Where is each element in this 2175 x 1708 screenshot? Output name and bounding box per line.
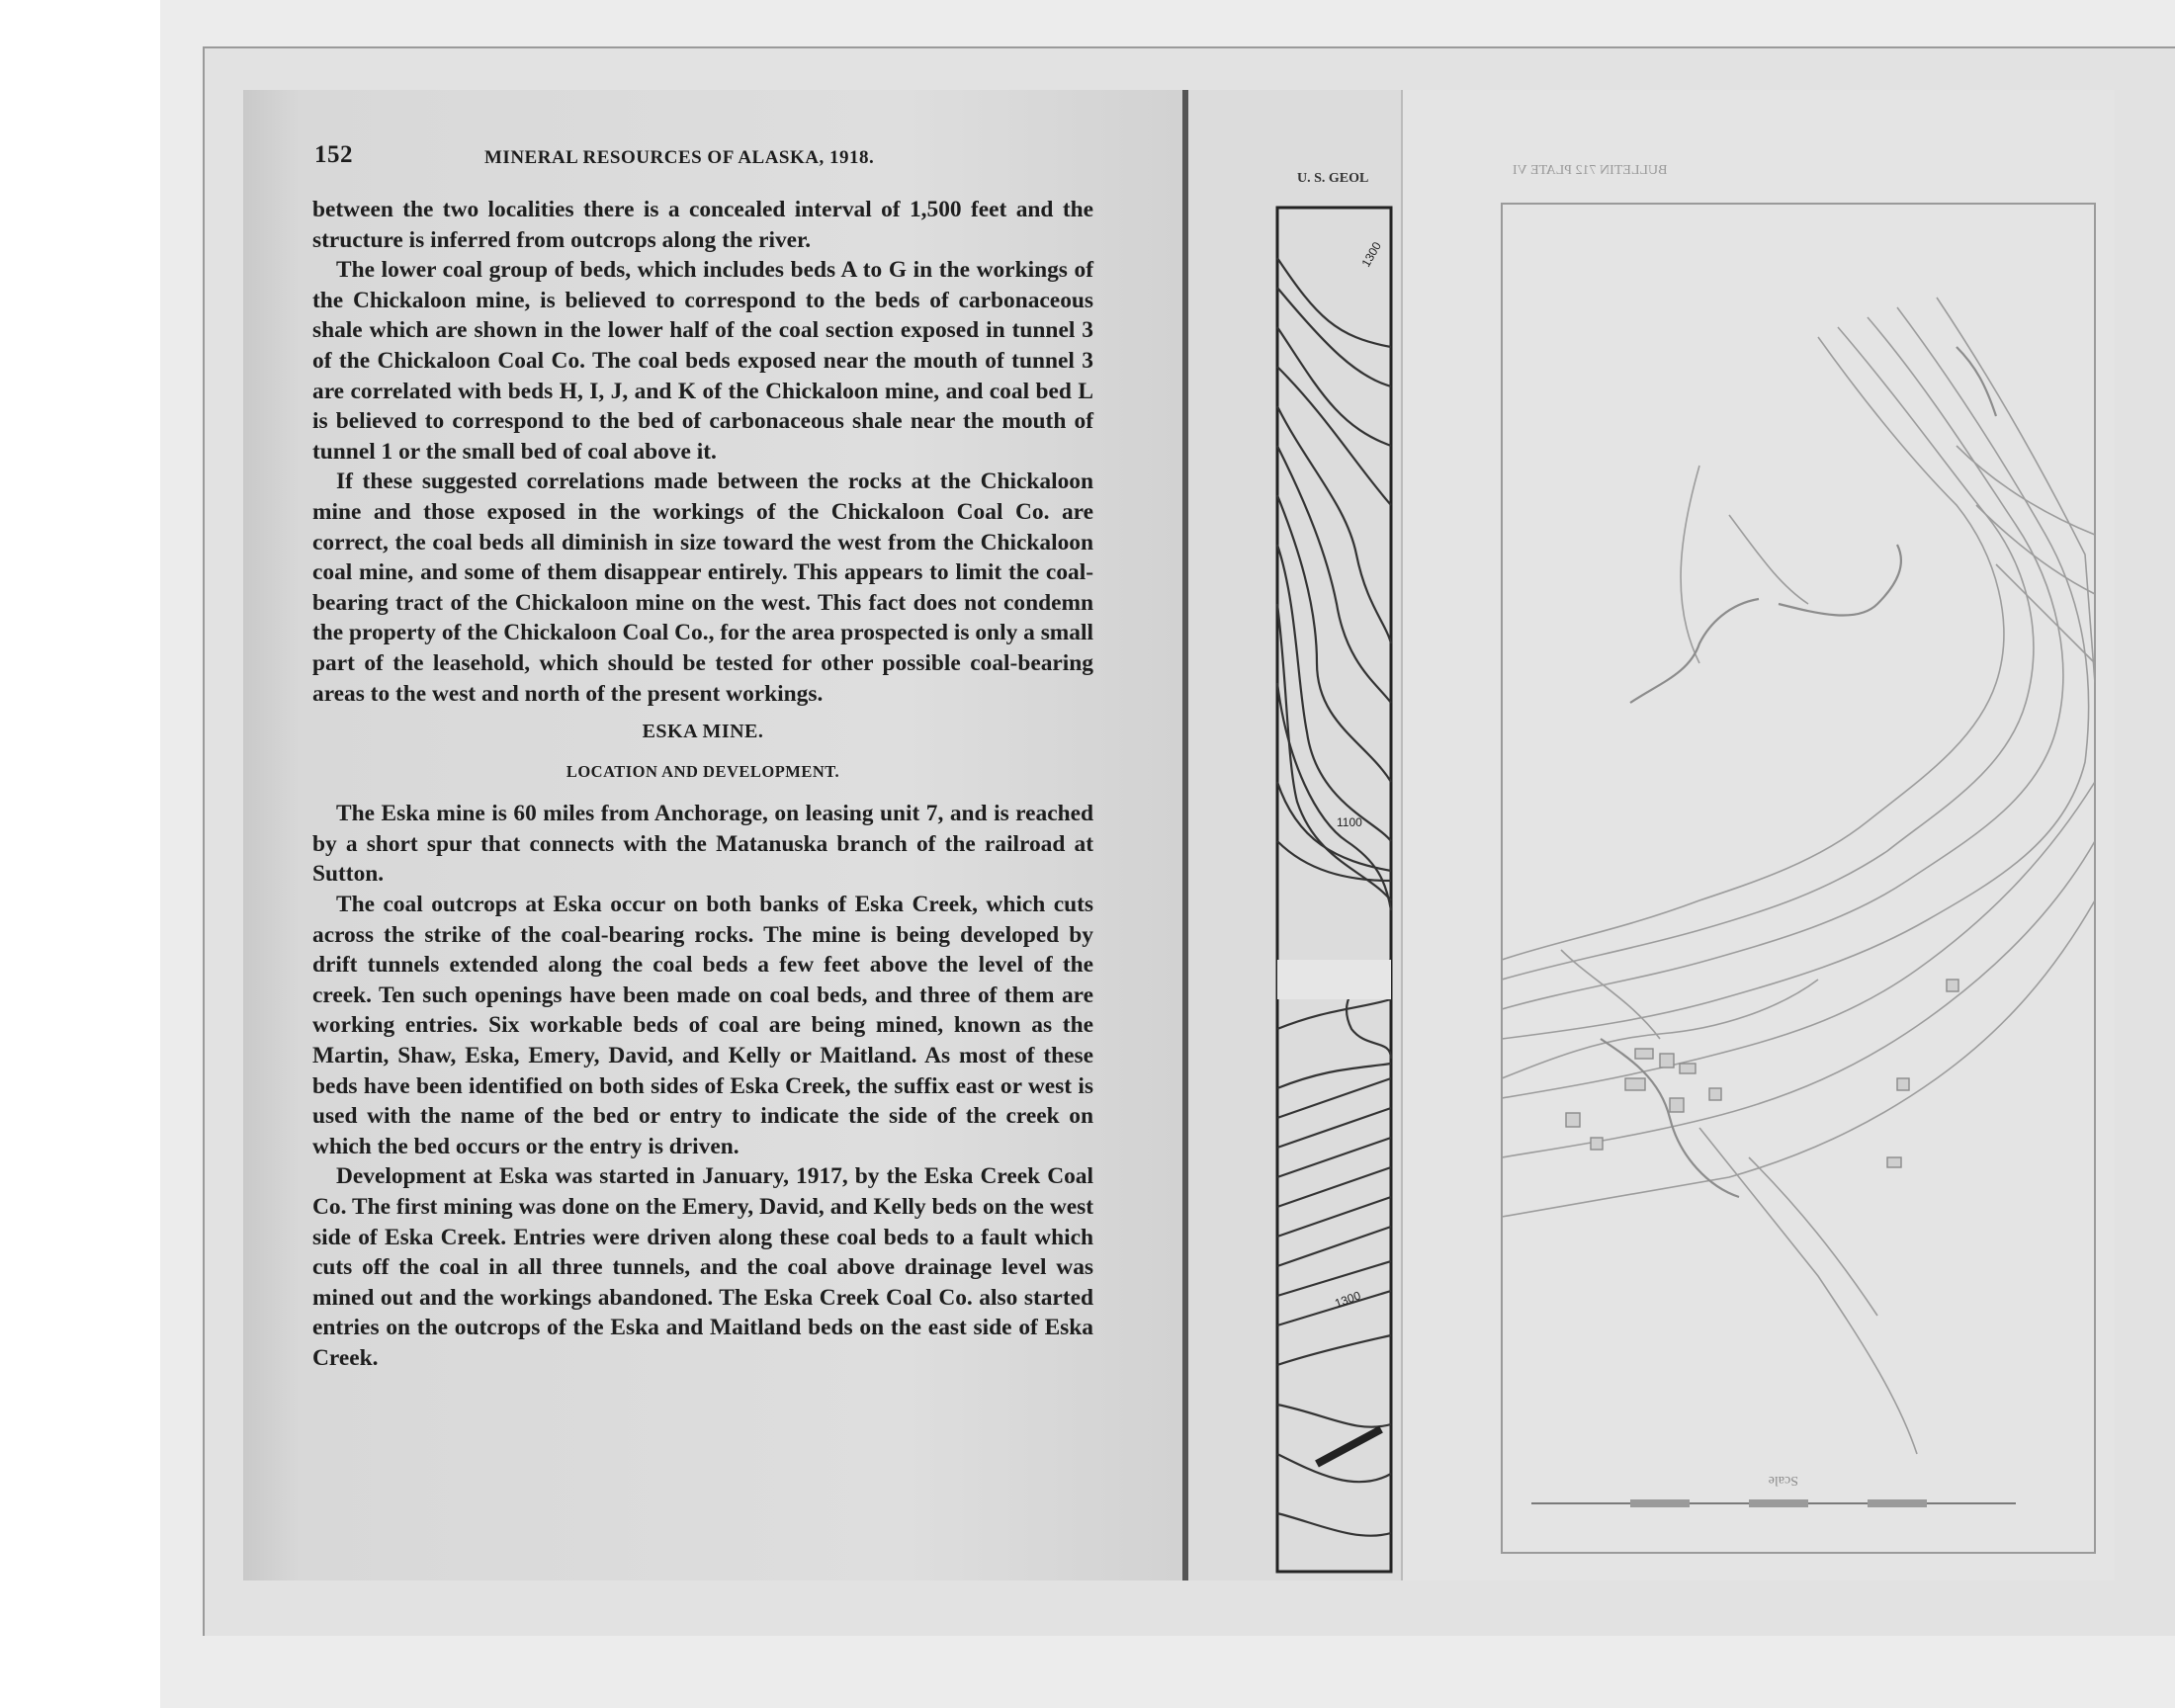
contour-map-strip: [1188, 90, 1401, 1580]
body-text: [312, 195, 1093, 1374]
running-title: MINERAL RESOURCES OF ALASKA, 1918.: [484, 147, 875, 168]
plate-header: U. S. GEOL: [1297, 171, 1369, 186]
page-number: 152: [314, 141, 353, 168]
paragraph: The Eska mine is 60 miles from Anchorage, on leasing unit 7, and is reached by a short spur that connects with the Matanuska branch of the railroad at Sutton.: [312, 801, 1093, 888]
bleed-through-plate-title: BULLETIN 712 PLATE VI: [1513, 163, 1668, 178]
contour-label: 1100: [1337, 815, 1362, 829]
paragraph: The lower coal group of beds, which includes beds A to G in the workings of the Chickaloon mine, is believed to correspond to the beds of carbonaceous shale which are shown in the lower half of the coal section exposed in tunnel 3 of the Chickaloon Coal Co. The coal beds exposed near the mouth of tunnel 3 are correlated with beds H, I, J, and K of the Chickaloon mine, and coal bed L is believed to correspond to the bed of carbonaceous shale near the mouth of tunnel 1 or the small bed of coal above it.: [312, 257, 1093, 465]
folded-plate-strip: [1188, 90, 1401, 1580]
map-plate: [1401, 90, 2115, 1580]
page-header: [314, 141, 1125, 171]
paragraph: The coal outcrops at Eska occur on both banks of Eska Creek, which cuts across the strike of the coal-bearing rocks. The mine is being developed by drift tunnels extended along the coal beds a few feet above the level of the creek. Ten such openings have been made on coal beds, and three of them are working entries. Six workable beds of coal are being mined, known as the Martin, Shaw, Eska, Emery, David, and Kelly or Maitland. As most of these beds have been identified on both sides of Eska Creek, the suffix east or west is used with the name of the bed or entry to indicate the side of the creek on which the bed occurs or the entry is driven.: [312, 892, 1093, 1159]
contour-label: 1300: [1358, 239, 1384, 270]
paragraph: Development at Eska was started in January, 1917, by the Eska Creek Coal Co. The first mining was done on the Emery, David, and Kelly beds on the west side of Eska Creek. Entries were driven along these coal beds to a fault which cuts off the coal in all three tunnels, and the coal above drainage level was mined out and the workings abandoned. The Eska Creek Coal Co. also started entries on the outcrops of the Eska and Maitland beds on the east side of Eska Creek.: [312, 1163, 1093, 1371]
left-book-page: [243, 90, 1188, 1580]
section-heading: ESKA MINE.: [642, 721, 764, 743]
paragraph: between the two localities there is a concealed interval of 1,500 feet and the structure is inferred from outcrops along the river.: [312, 197, 1093, 253]
topographic-map: [1403, 90, 2115, 1580]
subsection-heading: LOCATION AND DEVELOPMENT.: [566, 761, 840, 781]
map-scale-bar: [1531, 1473, 2016, 1507]
contour-label: 1300: [1333, 1288, 1363, 1311]
paragraph: If these suggested correlations made between the rocks at the Chickaloon mine and those exposed in the workings of the Chickaloon Coal Co. are correct, the coal beds all diminish in size toward the west from the Chickaloon coal mine, and some of them disappear entirely. This appears to limit the coal-bearing tract of the Chickaloon mine on the west. This fact does not condemn the property of the Chickaloon Coal Co., for the area prospected is only a small part of the leasehold, which should be tested for other possible coal-bearing areas to the west and north of the present workings.: [312, 469, 1093, 707]
scale-label: Scale: [1768, 1473, 1798, 1488]
